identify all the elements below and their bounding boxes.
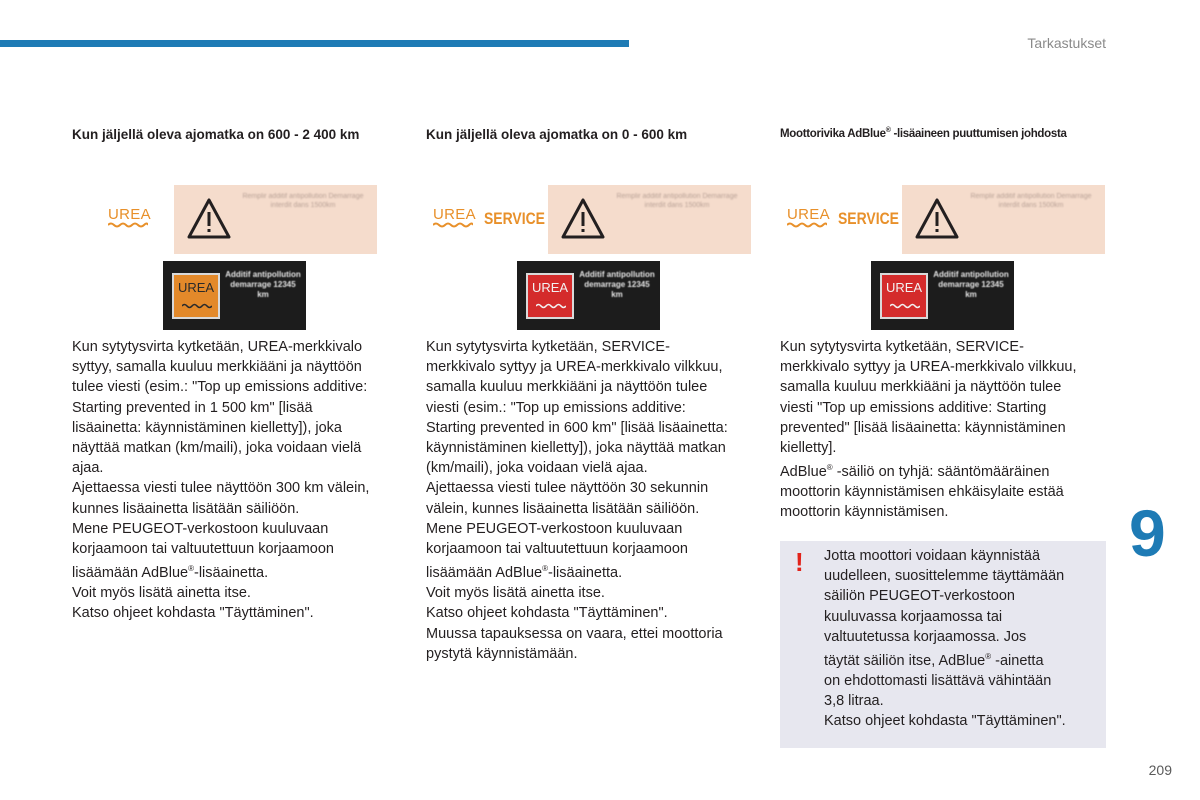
- urea-indicator-icon: UREA: [787, 206, 830, 223]
- column-heading: Moottorivika AdBlue® -lisäaineen puuttumisen johdosta: [780, 127, 1067, 140]
- column-body-text: Kun sytytysvirta kytketään, SERVICE- merkkivalo syttyy ja UREA-merkkivalo vilkkuu, samalla kuuluu merkkiääni ja näyttöön tulee viesti (esim.: "Top up emissions additive: Starting prevented in 600 km" [lisää lisäainetta: käynnistäminen kielletty]), joka näyttää matkan (km/maili), joka voidaan vielä ajaa. Ajettaessa viesti tulee näyttöön 30 sekunnin välein, kunnes lisäainetta lisätään säiliöön. Mene PEUGEOT-verkostoon kuuluvaan korjaamoon tai valtuutettuun korjaamoon lisäämään AdBlue®-lisäainetta. Voit myös lisätä ainetta itse. Katso ohjeet kohdasta "Täyttäminen". Muussa tapauksessa on vaara, ettei moottoria pystytä käynnistämään.: [426, 339, 728, 662]
- warning-triangle-icon: [914, 197, 960, 241]
- instrument-display-panel: [163, 261, 306, 330]
- chapter-number: 9: [1129, 496, 1166, 570]
- page-number: 209: [1148, 762, 1172, 778]
- column-range-600-2400: [72, 127, 412, 624]
- warning-message-panel: [174, 185, 377, 254]
- column-engine-fault: [780, 127, 1120, 523]
- warning-message-text: Remplir additif antipollution Demarrage interdit dans 1500km: [970, 193, 1092, 209]
- column-heading: Kun jäljellä oleva ajomatka on 600 - 2 400 km: [72, 127, 360, 142]
- fluid-wave-icon: [890, 303, 920, 309]
- column-heading: Kun jäljellä oleva ajomatka on 0 - 600 km: [426, 127, 688, 142]
- instrument-display-panel: [517, 261, 660, 330]
- fluid-wave-icon: [108, 222, 148, 228]
- indicator-illustration: [780, 147, 1120, 337]
- urea-display-icon: UREA: [172, 273, 220, 319]
- urea-indicator-icon: UREA: [108, 206, 151, 223]
- caution-note-text: Jotta moottori voidaan käynnistää uudelleen, suosittelemme täyttämään säiliön PEUGEOT-verkostoon kuuluvassa korjaamossa tai valtuutetussa korjaamossa. Jos täytät säiliön itse, AdBlue® -ainetta on ehdottomasti lisättävä vähintään 3,8 litraa. Katso ohjeet kohdasta "Täyttäminen".: [824, 548, 1066, 730]
- service-indicator-icon: SERVICE: [484, 209, 545, 228]
- fluid-wave-icon: [787, 222, 827, 228]
- fluid-wave-icon: [433, 222, 473, 228]
- section-title: Tarkastukset: [1027, 35, 1106, 51]
- fluid-wave-icon: [182, 303, 212, 309]
- display-message-text: Additif antipollution demarrage 12345 km: [933, 270, 1009, 299]
- urea-display-icon: UREA: [880, 273, 928, 319]
- urea-display-icon: UREA: [526, 273, 574, 319]
- exclamation-icon: !: [795, 547, 804, 577]
- caution-note-box: [780, 541, 1106, 748]
- service-indicator-icon: SERVICE: [838, 209, 899, 228]
- indicator-illustration: [72, 147, 412, 337]
- fluid-wave-icon: [536, 303, 566, 309]
- column-body-text: Kun sytytysvirta kytketään, UREA-merkkivalo syttyy, samalla kuuluu merkkiääni ja näyttöön tulee viesti (esim.: "Top up emissions additive: Starting prevented in 1 500 km" [lisää lisäainetta: käynnistäminen kielletty]), joka näyttää matkan (km/maili), joka voidaan vielä ajaa. Ajettaessa viesti tulee näyttöön 300 km välein, kunnes lisäainetta lisätään säiliöön. Mene PEUGEOT-verkostoon kuuluvaan korjaamoon tai valtuutettuun korjaamoon lisäämään AdBlue®-lisäainetta. Voit myös lisätä ainetta itse. Katso ohjeet kohdasta "Täyttäminen".: [72, 339, 370, 622]
- warning-message-panel: [902, 185, 1105, 254]
- display-message-text: Additif antipollution demarrage 12345 km: [225, 270, 301, 299]
- indicator-illustration: [426, 147, 766, 337]
- urea-indicator-icon: UREA: [433, 206, 476, 223]
- warning-triangle-icon: [186, 197, 232, 241]
- warning-message-text: Remplir additif antipollution Demarrage interdit dans 1500km: [242, 193, 364, 209]
- warning-triangle-icon: [560, 197, 606, 241]
- column-body-text: Kun sytytysvirta kytketään, SERVICE- merkkivalo syttyy ja UREA-merkkivalo vilkkuu, samalla kuuluu merkkiääni ja näyttöön tulee viesti "Top up emissions additive: Starting prevented" [lisää lisäainetta: käynnistäminen kielletty]. AdBlue® -säiliö on tyhjä: sääntömääräinen moottorin käynnistämisen ehkäisylaite estää moottorin käynnistämisen.: [780, 339, 1077, 521]
- column-range-0-600: [426, 127, 766, 664]
- instrument-display-panel: [871, 261, 1014, 330]
- warning-message-panel: [548, 185, 751, 254]
- display-message-text: Additif antipollution demarrage 12345 km: [579, 270, 655, 299]
- warning-message-text: Remplir additif antipollution Demarrage interdit dans 1500km: [616, 193, 738, 209]
- header-accent-bar: [0, 40, 629, 47]
